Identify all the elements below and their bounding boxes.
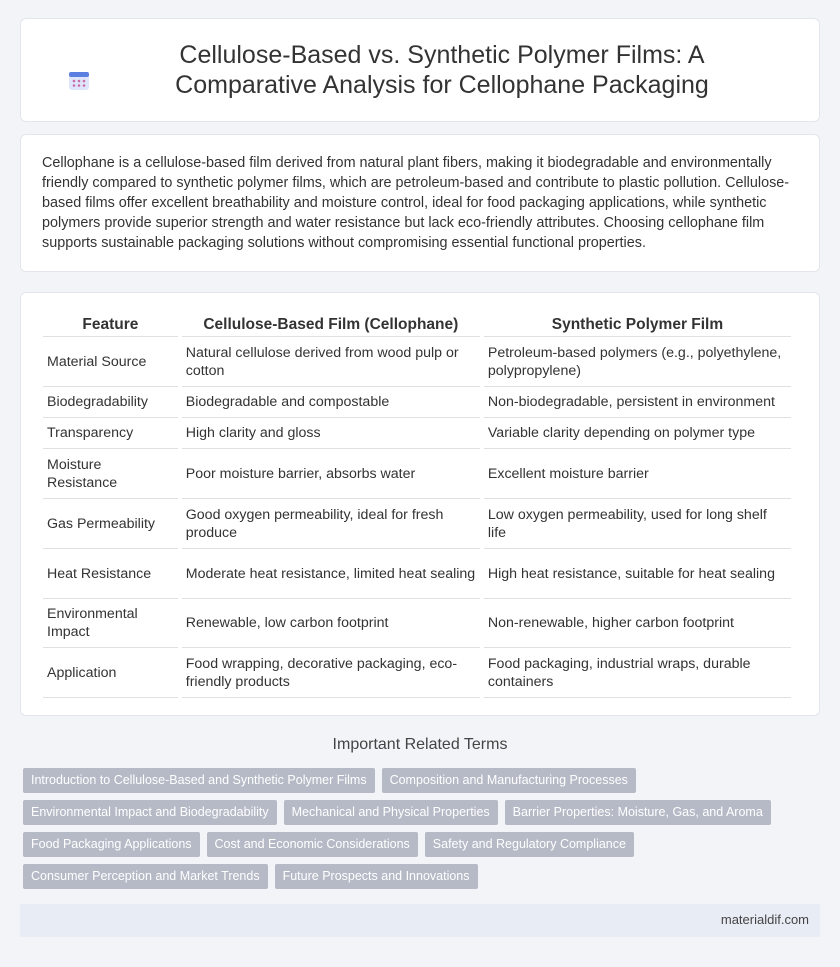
related-term-tag[interactable]: Safety and Regulatory Compliance	[425, 832, 634, 857]
table-cell-cellulose: High clarity and gloss	[182, 418, 480, 449]
table-cell-cellulose: Renewable, low carbon footprint	[182, 599, 480, 648]
column-header: Cellulose-Based Film (Cellophane)	[182, 313, 480, 337]
table-cell-synthetic: Non-renewable, higher carbon footprint	[484, 599, 791, 648]
intro-card	[20, 134, 820, 272]
tag-row	[23, 832, 823, 857]
table-cell-synthetic: Excellent moisture barrier	[484, 449, 791, 499]
intro-text: Cellophane is a cellulose-based film derived from natural plant fibers, making it biodegradable and environmentally friendly compared to synthetic polymer films, which are petroleum-based and contribute to plastic pollution. Cellulose-based films offer excellent breathability and moisture control, ideal for food packaging applications, while synthetic polymers provide superior strength and water resistance but lack eco-friendly attributes. Choosing cellophane film supports sustainable packaging solutions without compromising essential functional properties.	[42, 155, 790, 251]
table-row	[43, 599, 791, 648]
table-cell-feature: Gas Permeability	[43, 499, 178, 549]
related-terms-list	[23, 768, 823, 896]
table-cell-feature: Environmental Impact	[43, 599, 178, 648]
table-cell-cellulose: Food wrapping, decorative packaging, eco-friendly products	[182, 648, 480, 698]
table-row	[43, 499, 791, 549]
table-cell-feature: Heat Resistance	[43, 549, 178, 599]
table-cell-feature: Application	[43, 648, 178, 698]
related-term-tag[interactable]: Barrier Properties: Moisture, Gas, and Aroma	[505, 800, 771, 825]
table-cell-synthetic: High heat resistance, suitable for heat sealing	[484, 549, 791, 599]
footer	[20, 904, 820, 937]
footer-site-link[interactable]: materialdif.com	[720, 912, 809, 927]
table-cell-synthetic: Non-biodegradable, persistent in environment	[484, 387, 791, 418]
table-cell-feature: Biodegradability	[43, 387, 178, 418]
comparison-table	[39, 313, 795, 698]
title-card	[20, 18, 820, 122]
table-cell-synthetic: Food packaging, industrial wraps, durable containers	[484, 648, 791, 698]
table-header-row	[43, 313, 791, 337]
column-header: Synthetic Polymer Film	[484, 313, 791, 337]
table-cell-synthetic: Variable clarity depending on polymer type	[484, 418, 791, 449]
table-row	[43, 387, 791, 418]
table-cell-feature: Material Source	[43, 337, 178, 387]
related-term-tag[interactable]: Environmental Impact and Biodegradability	[23, 800, 277, 825]
table-cell-synthetic: Petroleum-based polymers (e.g., polyethylene, polypropylene)	[484, 337, 791, 387]
related-term-tag[interactable]: Consumer Perception and Market Trends	[23, 864, 268, 889]
table-cell-cellulose: Good oxygen permeability, ideal for fresh produce	[182, 499, 480, 549]
table-cell-feature: Transparency	[43, 418, 178, 449]
table-cell-cellulose: Biodegradable and compostable	[182, 387, 480, 418]
related-term-tag[interactable]: Food Packaging Applications	[23, 832, 200, 857]
column-header: Feature	[43, 313, 178, 337]
comparison-card	[20, 292, 820, 716]
tag-row	[23, 768, 823, 793]
related-terms-heading: Important Related Terms	[332, 736, 508, 753]
table-row	[43, 449, 791, 499]
related-term-tag[interactable]: Cost and Economic Considerations	[207, 832, 418, 857]
table-cell-cellulose: Moderate heat resistance, limited heat sealing	[182, 549, 480, 599]
related-term-tag[interactable]: Introduction to Cellulose-Based and Synthetic Polymer Films	[23, 768, 375, 793]
calendar-icon	[68, 69, 90, 91]
related-term-tag[interactable]: Future Prospects and Innovations	[275, 864, 478, 889]
related-term-tag[interactable]: Mechanical and Physical Properties	[284, 800, 498, 825]
table-row	[43, 418, 791, 449]
related-term-tag[interactable]: Composition and Manufacturing Processes	[382, 768, 636, 793]
page-title: Cellulose-Based vs. Synthetic Polymer Films: A Comparative Analysis for Cellophane Packaging	[175, 41, 709, 99]
title-wrap	[68, 40, 772, 100]
table-row	[43, 648, 791, 698]
table-row	[43, 549, 791, 599]
tag-row	[23, 800, 823, 825]
table-cell-cellulose: Natural cellulose derived from wood pulp or cotton	[182, 337, 480, 387]
table-cell-feature: Moisture Resistance	[43, 449, 178, 499]
table-cell-cellulose: Poor moisture barrier, absorbs water	[182, 449, 480, 499]
table-row	[43, 337, 791, 387]
tag-row	[23, 864, 823, 889]
table-cell-synthetic: Low oxygen permeability, used for long shelf life	[484, 499, 791, 549]
